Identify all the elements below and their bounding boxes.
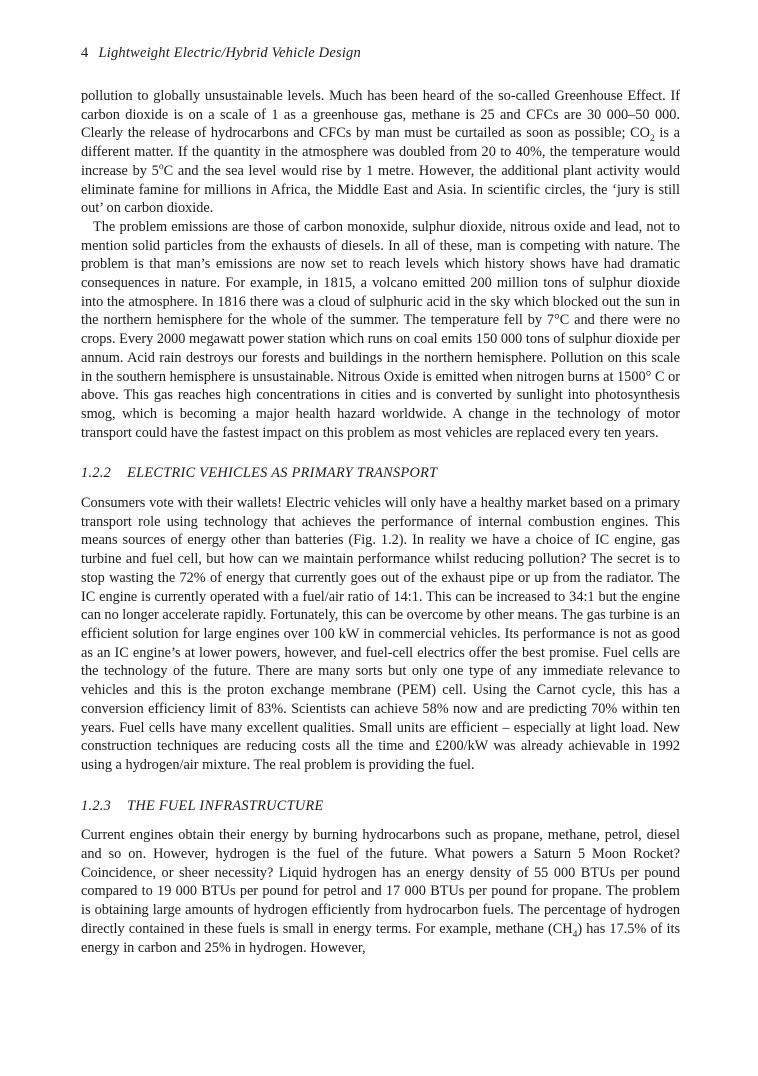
- section-heading-fuel-infrastructure: 1.2.3 THE FUEL INFRASTRUCTURE: [81, 797, 324, 814]
- book-title: Lightweight Electric/Hybrid Vehicle Design: [98, 45, 361, 61]
- book-page: [81, 44, 680, 957]
- running-head: [81, 44, 680, 64]
- paragraph-fuel-infrastructure: Current engines obtain their energy by burning hydrocarbons such as propane, methane, petrol, diesel and so on. However, hydrogen is the fuel of the future. What powers a Saturn 5 Moon Rocket? Coincidence, or sheer necessity? Liquid hydrogen has an energy density of 55 000 BTUs per pound compared to 19 000 BTUs per pound for petrol and 17 000 BTUs per pound for propane. The problem is obtaining large amounts of hydrogen efficiently from hydrocarbon fuels. The percentage of hydrogen directly contained in these fuels is small in energy terms. For example, methane $(CH_4)$ has 17.5% of its energy in carbon and 25% in hydrogen. However,: [81, 827, 681, 956]
- section-heading-electric-vehicles: 1.2.2 ELECTRIC VEHICLES AS PRIMARY TRANSPORT: [81, 465, 438, 482]
- paragraph-emissions: The problem emissions are those of carbon monoxide, sulphur dioxide, nitrous oxide and lead, not to mention solid particles from the exhausts of diesels. In all of these, man is competing with nature. The problem is that man’s emissions are now set to reach levels which history shows have had dramatic consequences in nature. For example, in 1815, a volcano emitted 200 million tons of sulphur dioxide into the atmosphere. In 1816 there was a cloud of sulphuric acid in the sky which blocked out the sun in the northern hemisphere for the whole of the summer. The temperature fell by 7°C and there were no crops. Every 2000 megawatt power station which runs on coal emits 150 000 tons of sulphur dioxide per annum. Acid rain destroys our forests and buildings in the northern hemisphere. Pollution on this scale in the southern hemisphere is unsustainable. Nitrous Oxide is emitted when nitrogen burns at 1500° C or above. This gas reaches high concentrations in cities and is converted by sunlight into photosynthesis smog, which is becoming a major health hazard worldwide. A change in the technology of motor transport could have the fastest impact on this problem as most vehicles are replaced every ten years.: [81, 218, 680, 441]
- paragraph-electric-vehicles: Consumers vote with their wallets! Electric vehicles will only have a healthy market based on a primary transport role using technology that achieves the performance of internal combustion engines. This means sources of energy other than batteries (Fig. 1.2). In reality we have a choice of IC engine, gas turbine and fuel cell, but how can we maintain performance whilst reducing pollution? The secret is to stop wasting the 72% of energy that currently goes out of the exhaust pipe or up from the radiator. The IC engine is currently operated with a fuel/air ratio of 14:1. This can be increased to 34:1 but the engine can no longer accelerate rapidly. Fortunately, this can be overcome by other means. The gas turbine is an efficient solution for large engines over 100 kW in commercial vehicles. Its performance is not as good as an IC engine’s at lower powers, however, and fuel-cell electrics offer the best promise. Fuel cells are the technology of the future. There are many sorts but only one type of any immediate relevance to vehicles and this is the proton exchange membrane (PEM) cell. Using the Carnot cycle, this has a conversion efficiency limit of 83%. Scientists can achieve 58% now and are predicting 70% within ten years. Fuel cells have many excellent qualities. Small units are efficient – especially at light load. New construction techniques are reducing costs all the time and £200/kW was already achievable in 1992 using a hydrogen/air mixture. The real problem is providing the fuel.: [81, 495, 680, 773]
- paragraph-greenhouse: pollution to globally unsustainable levels. Much has been heard of the so-called Greenhouse Effect. If carbon dioxide is on a scale of 1 as a greenhouse gas, methane is 25 and CFCs are 30 000–50 000. Clearly the release of hydrocarbons and CFCs by man must be curtailed as soon as possible; $CO_2$ is a different matter. If the quantity in the atmosphere was doubled from 20 to 40%, the temperature would increase by 5$^o$C and the sea level would rise by 1 metre. However, the additional plant activity would eliminate famine for millions in Africa, the Middle East and Asia. In scientific circles, the ‘jury is still out’ on carbon dioxide.: [81, 88, 681, 217]
- page-number: 4: [81, 45, 89, 61]
